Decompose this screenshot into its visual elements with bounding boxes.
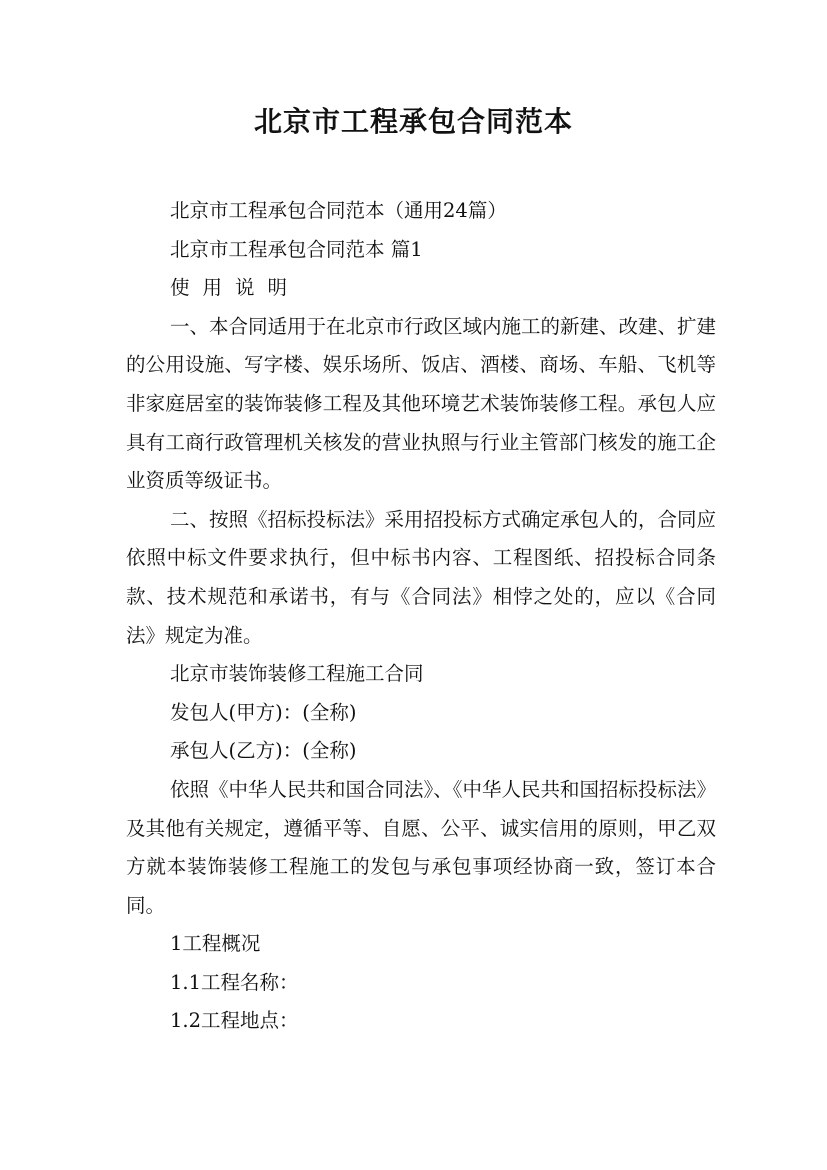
party-a-line: 发包人(甲方)：(全称) [170, 700, 357, 724]
document-title: 北京市工程承包合同范本 [253, 105, 573, 138]
subtitle-paragraph: 北京市工程承包合同范本（通用24篇） [170, 199, 507, 222]
contract-name: 北京市装饰装修工程施工合同 [170, 662, 424, 686]
document-body [126, 192, 716, 1041]
paragraph-scope: 一、本合同适用于在北京市行政区域内施工的新建、改建、扩建的公用设施、写字楼、娱乐场所、饭店、酒楼、商场、车船、飞机等非家庭居室的装饰装修工程及其他环境艺术装饰装修工程。承包人应具有工商行政管理机关核发的营业执照与行业主管部门核发的施工企业资质等级证书。 [126, 314, 717, 493]
clause-heading: 1工程概况 [170, 932, 261, 956]
paragraph-basis: 依照《中华人民共和国合同法》、《中华人民共和国招标投标法》及其他有关规定，遵循平等、自愿、公平、诚实信用的原则，甲乙双方就本装饰装修工程施工的发包与承包事项经协商一致，签订本合同。 [126, 777, 717, 917]
clause-project-location: 1.2工程地点： [170, 1009, 299, 1033]
party-b-line: 承包人(乙方)：(全称) [170, 739, 357, 763]
clause-project-name: 1.1工程名称： [170, 970, 299, 994]
section-heading: 北京市工程承包合同范本 篇1 [170, 237, 423, 261]
instructions-heading: 使用说明 [170, 276, 301, 300]
paragraph-bidding: 二、按照《招标投标法》采用招投标方式确定承包人的，合同应依照中标文件要求执行，但中标书内容、工程图纸、招投标合同条款、技术规范和承诺书，有与《合同法》相悖之处的，应以《合同法》规定为准。 [126, 507, 717, 647]
